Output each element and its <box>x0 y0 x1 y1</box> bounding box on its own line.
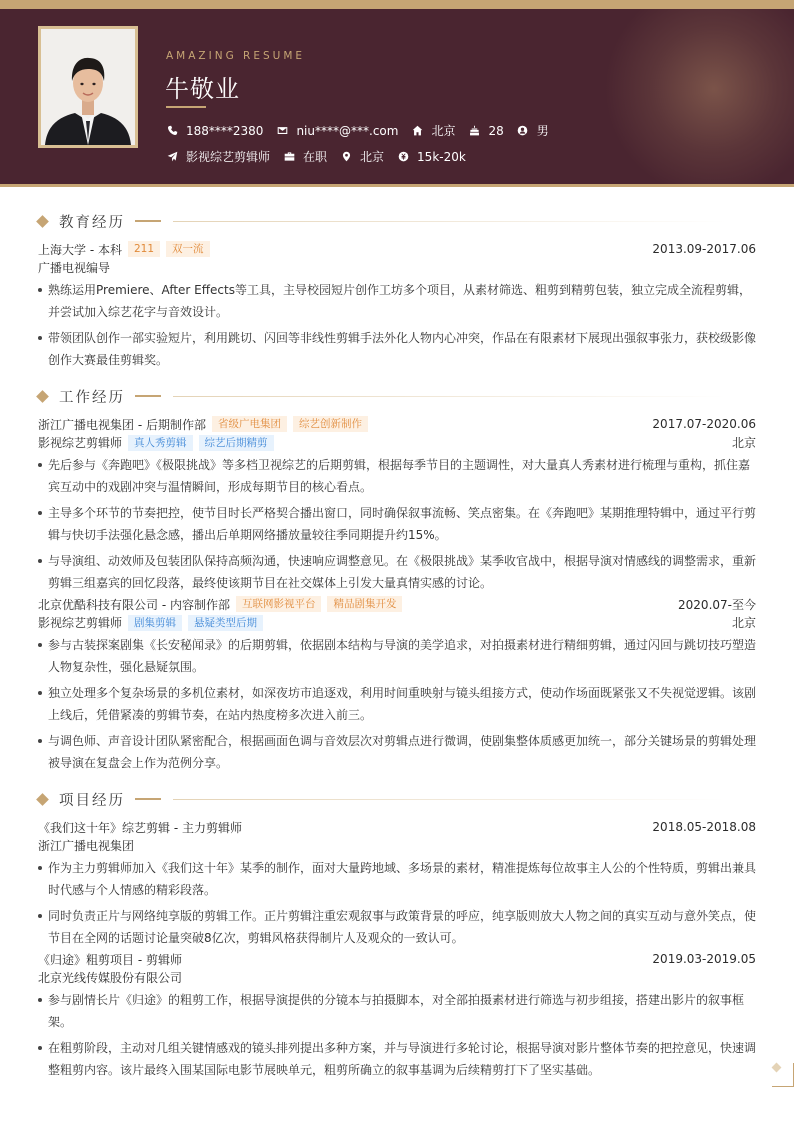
phone-info <box>166 124 263 138</box>
entry-bullet-list <box>38 634 756 774</box>
city-info <box>411 122 455 139</box>
bullet-item: 作为主力剪辑师加入《我们这十年》某季的制作，面对大量跨地域、多场景的素材，精准提炼每位故事主人公的个性特质，剪辑出兼具时代感与个人情感的精彩段落。 <box>38 857 756 901</box>
section-title: 教育经历 <box>59 214 125 231</box>
header-bottom-line <box>0 184 794 187</box>
entry-role: 影视综艺剪辑师 <box>38 616 123 630</box>
diamond-icon <box>36 793 49 806</box>
entry-date: 2020.07-至今 <box>678 597 756 612</box>
bullet-item: 参与剧情长片《归途》的粗剪工作，根据导演提供的分镜本与拍摄脚本，对全部拍摄素材进行筛选与初步组接，搭建出影片的叙事框架。 <box>38 989 756 1033</box>
entry-location: 北京 <box>731 616 756 630</box>
entry-org: 北京优酷科技有限公司 - 内容制作部 <box>38 597 230 612</box>
bullet-item: 同时负责正片与网络纯享版的剪辑工作。正片剪辑注重宏观叙事与政策背景的呼应，纯享版则放大人物之间的真实互动与意外笑点，使节目在全网的话题讨论量突破8亿次，剪辑风格获得制片人及观众的一致认可。 <box>38 905 756 949</box>
tag: 互联网影视平台 <box>236 596 322 612</box>
diamond-icon <box>36 215 49 228</box>
section-divider-short <box>135 395 161 397</box>
entry-role-row <box>38 258 756 277</box>
education-entry <box>38 240 756 375</box>
entry-bullet-list <box>38 857 756 949</box>
home-icon <box>411 125 423 137</box>
entry-org: 《我们这十年》综艺剪辑 - 主力剪辑师 <box>38 820 242 835</box>
section-divider-short <box>135 798 161 800</box>
project-entry <box>38 950 756 1085</box>
mail-icon <box>276 125 288 137</box>
tag: 211 <box>128 241 160 257</box>
name-underline <box>166 106 206 108</box>
contact-info-row <box>166 122 562 139</box>
tag: 剧集剪辑 <box>128 615 182 631</box>
email-info <box>276 124 398 138</box>
entry-role-row <box>38 836 756 855</box>
project-entry <box>38 818 756 953</box>
salary-text: 15k-20k <box>417 149 466 164</box>
entry-role-row <box>38 433 756 452</box>
phone-icon <box>166 125 178 137</box>
work-entry <box>38 595 756 778</box>
tag: 精品剧集开发 <box>327 596 402 612</box>
bullet-item: 主导多个环节的节奏把控，使节目时长严格契合播出窗口，同时确保叙事流畅、笑点密集。在《奔跑吧》某期推理特辑中，通过平行剪辑与快切手法强化悬念感，播出后单期网络播放量较往季同期提升约15%。 <box>38 502 756 546</box>
target-job-info <box>166 148 270 165</box>
bullet-item: 与导演组、动效师及包装团队保持高频沟通，快速响应调整意见。在《极限挑战》某季收官战中，根据导演对情感线的调整需求，重新剪辑三组嘉宾的回忆段落，最终使该期节目在社交媒体上引发大量真情实感的讨论。 <box>38 550 756 594</box>
top-accent-bar <box>0 0 794 9</box>
bullet-item: 熟练运用Premiere、After Effects等工具，主导校园短片创作工坊多个项目，从素材筛选、粗剪到精剪包装，独立完成全流程剪辑，并尝试加入综艺花字与音效设计。 <box>38 279 756 323</box>
bullet-item: 在粗剪阶段，主动对几组关键情感戏的镜头排列提出多种方案，并与导演进行多轮讨论，根据导演对影片整体节奏的把控意见，快速调整粗剪内容。该片最终入围某国际电影节展映单元，粗剪所确立的叙事基调为后续精剪打下了坚实基础。 <box>38 1037 756 1081</box>
work-entry <box>38 415 756 598</box>
section-header-education <box>36 211 726 231</box>
job-status-text: 在职 <box>303 150 328 164</box>
entry-bullet-list <box>38 989 756 1081</box>
person-icon <box>517 125 529 137</box>
tag: 悬疑类型后期 <box>188 615 263 631</box>
entry-date: 2018.05-2018.08 <box>652 820 756 834</box>
gender-text: 男 <box>536 124 549 138</box>
tag: 综艺后期精剪 <box>199 435 274 451</box>
resume-header <box>0 9 794 187</box>
bullet-item: 参与古装探案剧集《长安秘闻录》的后期剪辑，依据剧本结构与导演的美学追求，对拍摄素材进行精细剪辑，通过闪回与跳切技巧塑造人物复杂性，强化悬疑氛围。 <box>38 634 756 678</box>
tag: 双一流 <box>166 241 210 257</box>
entry-org: 上海大学 - 本科 <box>38 242 122 257</box>
target-city-text: 北京 <box>360 150 385 164</box>
section-divider-short <box>135 220 161 222</box>
diamond-icon <box>36 390 49 403</box>
profile-photo <box>38 26 138 148</box>
entry-company: 浙江广播电视集团 <box>38 839 135 853</box>
email-text: niu****@***.com <box>296 123 399 138</box>
entry-date: 2013.09-2017.06 <box>652 242 756 256</box>
section-divider-long <box>173 799 726 800</box>
section-header-projects <box>36 789 726 809</box>
gender-info <box>517 122 549 139</box>
section-divider-long <box>173 396 726 397</box>
location-icon <box>340 151 352 163</box>
job-info-row <box>166 148 479 165</box>
entry-bullet-list <box>38 454 756 594</box>
entry-header-row <box>38 415 756 433</box>
entry-org: 《归途》粗剪项目 - 剪辑师 <box>38 952 182 967</box>
header-subtitle: AMAZING RESUME <box>166 50 306 62</box>
entry-role-row <box>38 613 756 632</box>
phone-text: 188****2380 <box>186 123 264 138</box>
entry-company: 北京光线传媒股份有限公司 <box>38 971 183 985</box>
send-icon <box>166 151 178 163</box>
target-city-info <box>340 148 384 165</box>
entry-role-row <box>38 968 756 987</box>
briefcase-icon <box>283 151 295 163</box>
job-status-info <box>283 148 327 165</box>
entry-header-row <box>38 818 756 836</box>
cake-icon <box>468 125 480 137</box>
age-text: 28 <box>488 123 504 138</box>
tag: 真人秀剪辑 <box>128 435 193 451</box>
tag: 省级广电集团 <box>212 416 287 432</box>
money-icon <box>397 151 409 163</box>
section-header-work <box>36 386 726 406</box>
entry-org: 浙江广播电视集团 - 后期制作部 <box>38 417 206 432</box>
entry-major: 广播电视编导 <box>38 261 111 275</box>
entry-date: 2017.07-2020.06 <box>652 417 756 431</box>
bullet-item: 独立处理多个复杂场景的多机位素材，如深夜坊市追逐戏，利用时间重映射与镜头组接方式，使动作场面既紧张又不失视觉逻辑。该剧上线后，凭借紧凑的剪辑节奏，在站内热度榜多次进入前三。 <box>38 682 756 726</box>
section-divider-long <box>173 221 726 222</box>
city-text: 北京 <box>431 124 456 138</box>
entry-header-row <box>38 240 756 258</box>
target-job-text: 影视综艺剪辑师 <box>186 150 271 164</box>
portrait-image <box>41 29 135 145</box>
bullet-item: 带领团队创作一部实验短片，利用跳切、闪回等非线性剪辑手法外化人物内心冲突，作品在有限素材下展现出强叙事张力，获校级影像创作大赛最佳剪辑奖。 <box>38 327 756 371</box>
entry-role: 影视综艺剪辑师 <box>38 436 123 450</box>
entry-location: 北京 <box>731 436 756 450</box>
candidate-name: 牛敬业 <box>165 75 240 103</box>
entry-header-row <box>38 595 756 613</box>
age-info <box>468 124 503 138</box>
bullet-item: 与调色师、声音设计团队紧密配合，根据画面色调与音效层次对剪辑点进行微调，使剧集整体质感更加统一，部分关键场景的剪辑处理被导演在复盘会上作为范例分享。 <box>38 730 756 774</box>
section-title: 工作经历 <box>59 389 125 406</box>
header-glow-decoration <box>604 9 794 187</box>
salary-info <box>397 150 466 164</box>
section-title: 项目经历 <box>59 792 125 809</box>
entry-date: 2019.03-2019.05 <box>652 952 756 966</box>
tag: 综艺创新制作 <box>293 416 368 432</box>
bullet-item: 先后参与《奔跑吧》《极限挑战》等多档卫视综艺的后期剪辑，根据每季节目的主题调性，对大量真人秀素材进行梳理与重构，抓住嘉宾互动中的戏剧冲突与温情瞬间，形成每期节目的核心看点。 <box>38 454 756 498</box>
entry-header-row <box>38 950 756 968</box>
entry-bullet-list <box>38 279 756 371</box>
